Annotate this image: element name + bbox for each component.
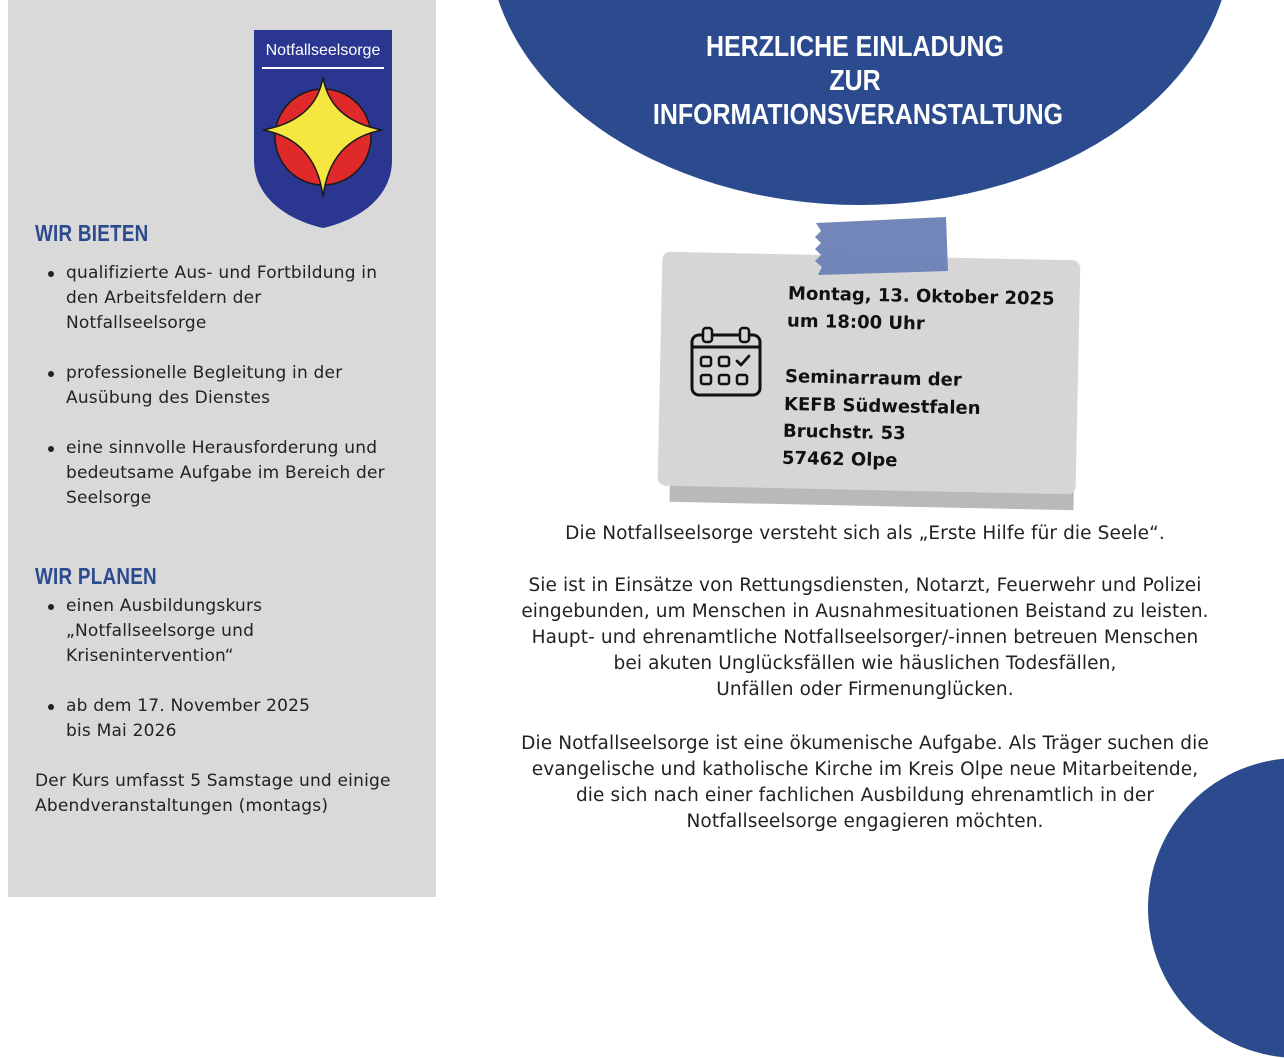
event-date: Montag, 13. Oktober 2025 bbox=[787, 283, 1055, 310]
event-venue: KEFB Südwestfalen bbox=[783, 393, 981, 420]
calendar-icon bbox=[688, 325, 764, 399]
text-line: Die Notfallseelsorge ist eine ökumenische Aufgabe. Als Träger suchen die bbox=[521, 733, 1209, 754]
title-line: ZUR bbox=[829, 65, 881, 97]
wir-planen-heading: WIR PLANEN bbox=[35, 563, 157, 589]
logo-text: Notfallseelsorge bbox=[265, 42, 381, 59]
event-venue: Seminarraum der bbox=[784, 366, 962, 391]
title-line: HERZLICHE EINLADUNG bbox=[706, 31, 1004, 63]
tape-strip bbox=[812, 215, 952, 277]
text-line: Unfällen oder Firmenunglücken. bbox=[716, 679, 1014, 700]
description-paragraph bbox=[450, 573, 1280, 703]
list-item: qualifizierte Aus- und Fortbildung in den Arbeitsfeldern der Notfallseelsorge bbox=[46, 261, 406, 336]
wir-bieten-list bbox=[46, 261, 406, 511]
list-item: ab dem 17. November 2025 bis Mai 2026 bbox=[46, 694, 416, 744]
text-line: evangelische und katholische Kirche im Kreis Olpe neue Mitarbeitende, bbox=[531, 759, 1199, 780]
list-item: eine sinnvolle Herausforderung und bedeutsame Aufgabe im Bereich der Seelsorge bbox=[46, 436, 406, 511]
event-street: Bruchstr. 53 bbox=[782, 420, 906, 445]
title-line: INFORMATIONSVERANSTALTUNG bbox=[652, 99, 1063, 131]
notfallseelsorge-logo bbox=[254, 30, 392, 228]
wir-planen-list bbox=[46, 594, 416, 744]
text-line: Haupt- und ehrenamtliche Notfallseelsorger/-innen betreuen Menschen bbox=[531, 627, 1199, 648]
text-line: eingebunden, um Menschen in Ausnahmesituationen Beistand zu leisten. bbox=[521, 601, 1209, 622]
ecumenical-paragraph bbox=[450, 731, 1280, 835]
wir-bieten-heading: WIR BIETEN bbox=[35, 220, 149, 246]
text-line: die sich nach einer fachlichen Ausbildung ehrenamtlich in der bbox=[575, 785, 1155, 806]
course-note: Der Kurs umfasst 5 Samstage und einige Abendveranstaltungen (montags) bbox=[35, 771, 391, 816]
text-line: Notfallseelsorge engagieren möchten. bbox=[686, 811, 1044, 832]
list-item: professionelle Begleitung in der Ausübung des Dienstes bbox=[46, 361, 406, 411]
text-line: Sie ist in Einsätze von Rettungsdiensten, Notarzt, Feuerwehr und Polizei bbox=[528, 575, 1202, 596]
text-line: bei akuten Unglücksfällen wie häuslichen Todesfällen, bbox=[613, 653, 1117, 674]
list-item: einen Ausbildungskurs „Notfallseelsorge und Krisenintervention“ bbox=[46, 594, 416, 669]
event-city: 57462 Olpe bbox=[781, 447, 898, 472]
event-time: um 18:00 Uhr bbox=[786, 310, 925, 335]
intro-paragraph: Die Notfallseelsorge versteht sich als „Erste Hilfe für die Seele“. bbox=[565, 523, 1165, 544]
page-title bbox=[652, 30, 1063, 132]
